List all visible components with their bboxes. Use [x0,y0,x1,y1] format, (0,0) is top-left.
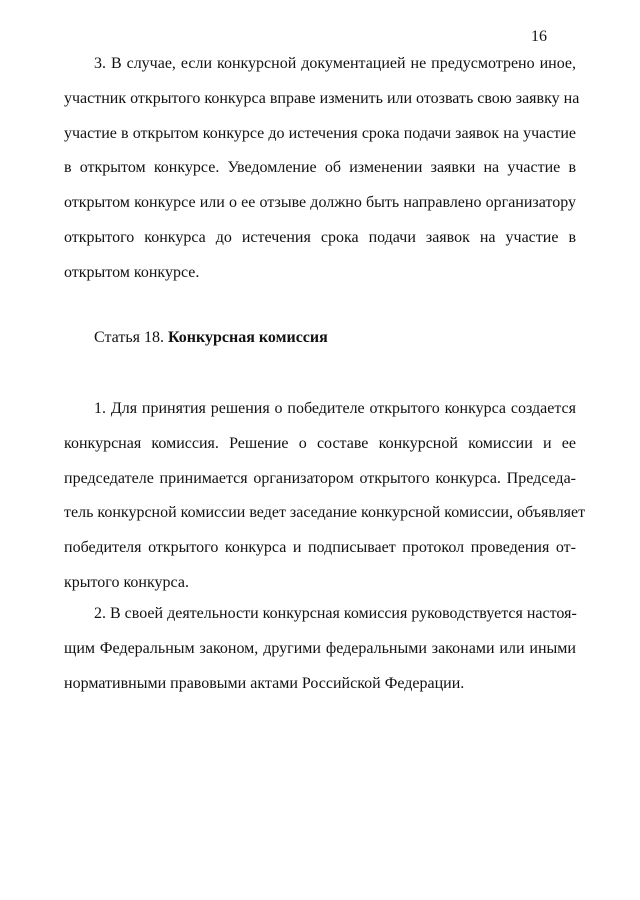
paragraph-line: конкурсная комиссия. Решение о составе конкурсной комиссии и ее [64,434,576,452]
paragraph-commission-guidance [64,597,576,701]
paragraph-line: 2. В своей деятельности конкурсная комиссия руководствуется настоя- [94,605,577,622]
article-title: Конкурсная комиссия [167,329,328,346]
paragraph-line: в открытом конкурсе. Уведомление об изменении заявки на участие в [64,159,576,177]
paragraph-line: участие в открытом конкурсе до истечения срока подачи заявок на участие [64,124,576,142]
page-number: 16 [531,28,547,45]
paragraph-line: открытом конкурсе. [64,263,200,281]
paragraph-line: крытого конкурса. [64,573,189,591]
paragraph-line: нормативными правовыми актами Российской Федерации. [64,674,465,692]
paragraph-line: щим Федеральным законом, другими федеральными законами или иными [64,639,576,657]
paragraph-commission-creation [64,392,586,601]
article-heading [64,321,576,355]
paragraph-line: открытого конкурса до истечения срока подачи заявок на участие в [64,228,576,246]
paragraph-line: участник открытого конкурса вправе изменить или отозвать свою заявку на [64,89,580,107]
paragraph-line: председателе принимается организатором открытого конкурса. Председа- [64,469,576,487]
paragraph-line: тель конкурсной комиссии ведет заседание конкурсной комиссии, объявляет [64,504,586,522]
paragraph-line: 1. Для принятия решения о победителе открытого конкурса создается [94,400,576,417]
paragraph-line: 3. В случае, если конкурсной документацией не предусмотрено иное, [94,55,576,72]
paragraph-notice-of-change [64,47,580,291]
article-number: Статья 18. [94,329,168,346]
paragraph-line: открытом конкурсе или о ее отзыве должно быть направлено организатору [64,194,576,212]
paragraph-line: победителя открытого конкурса и подписывает протокол проведения от- [64,539,576,557]
